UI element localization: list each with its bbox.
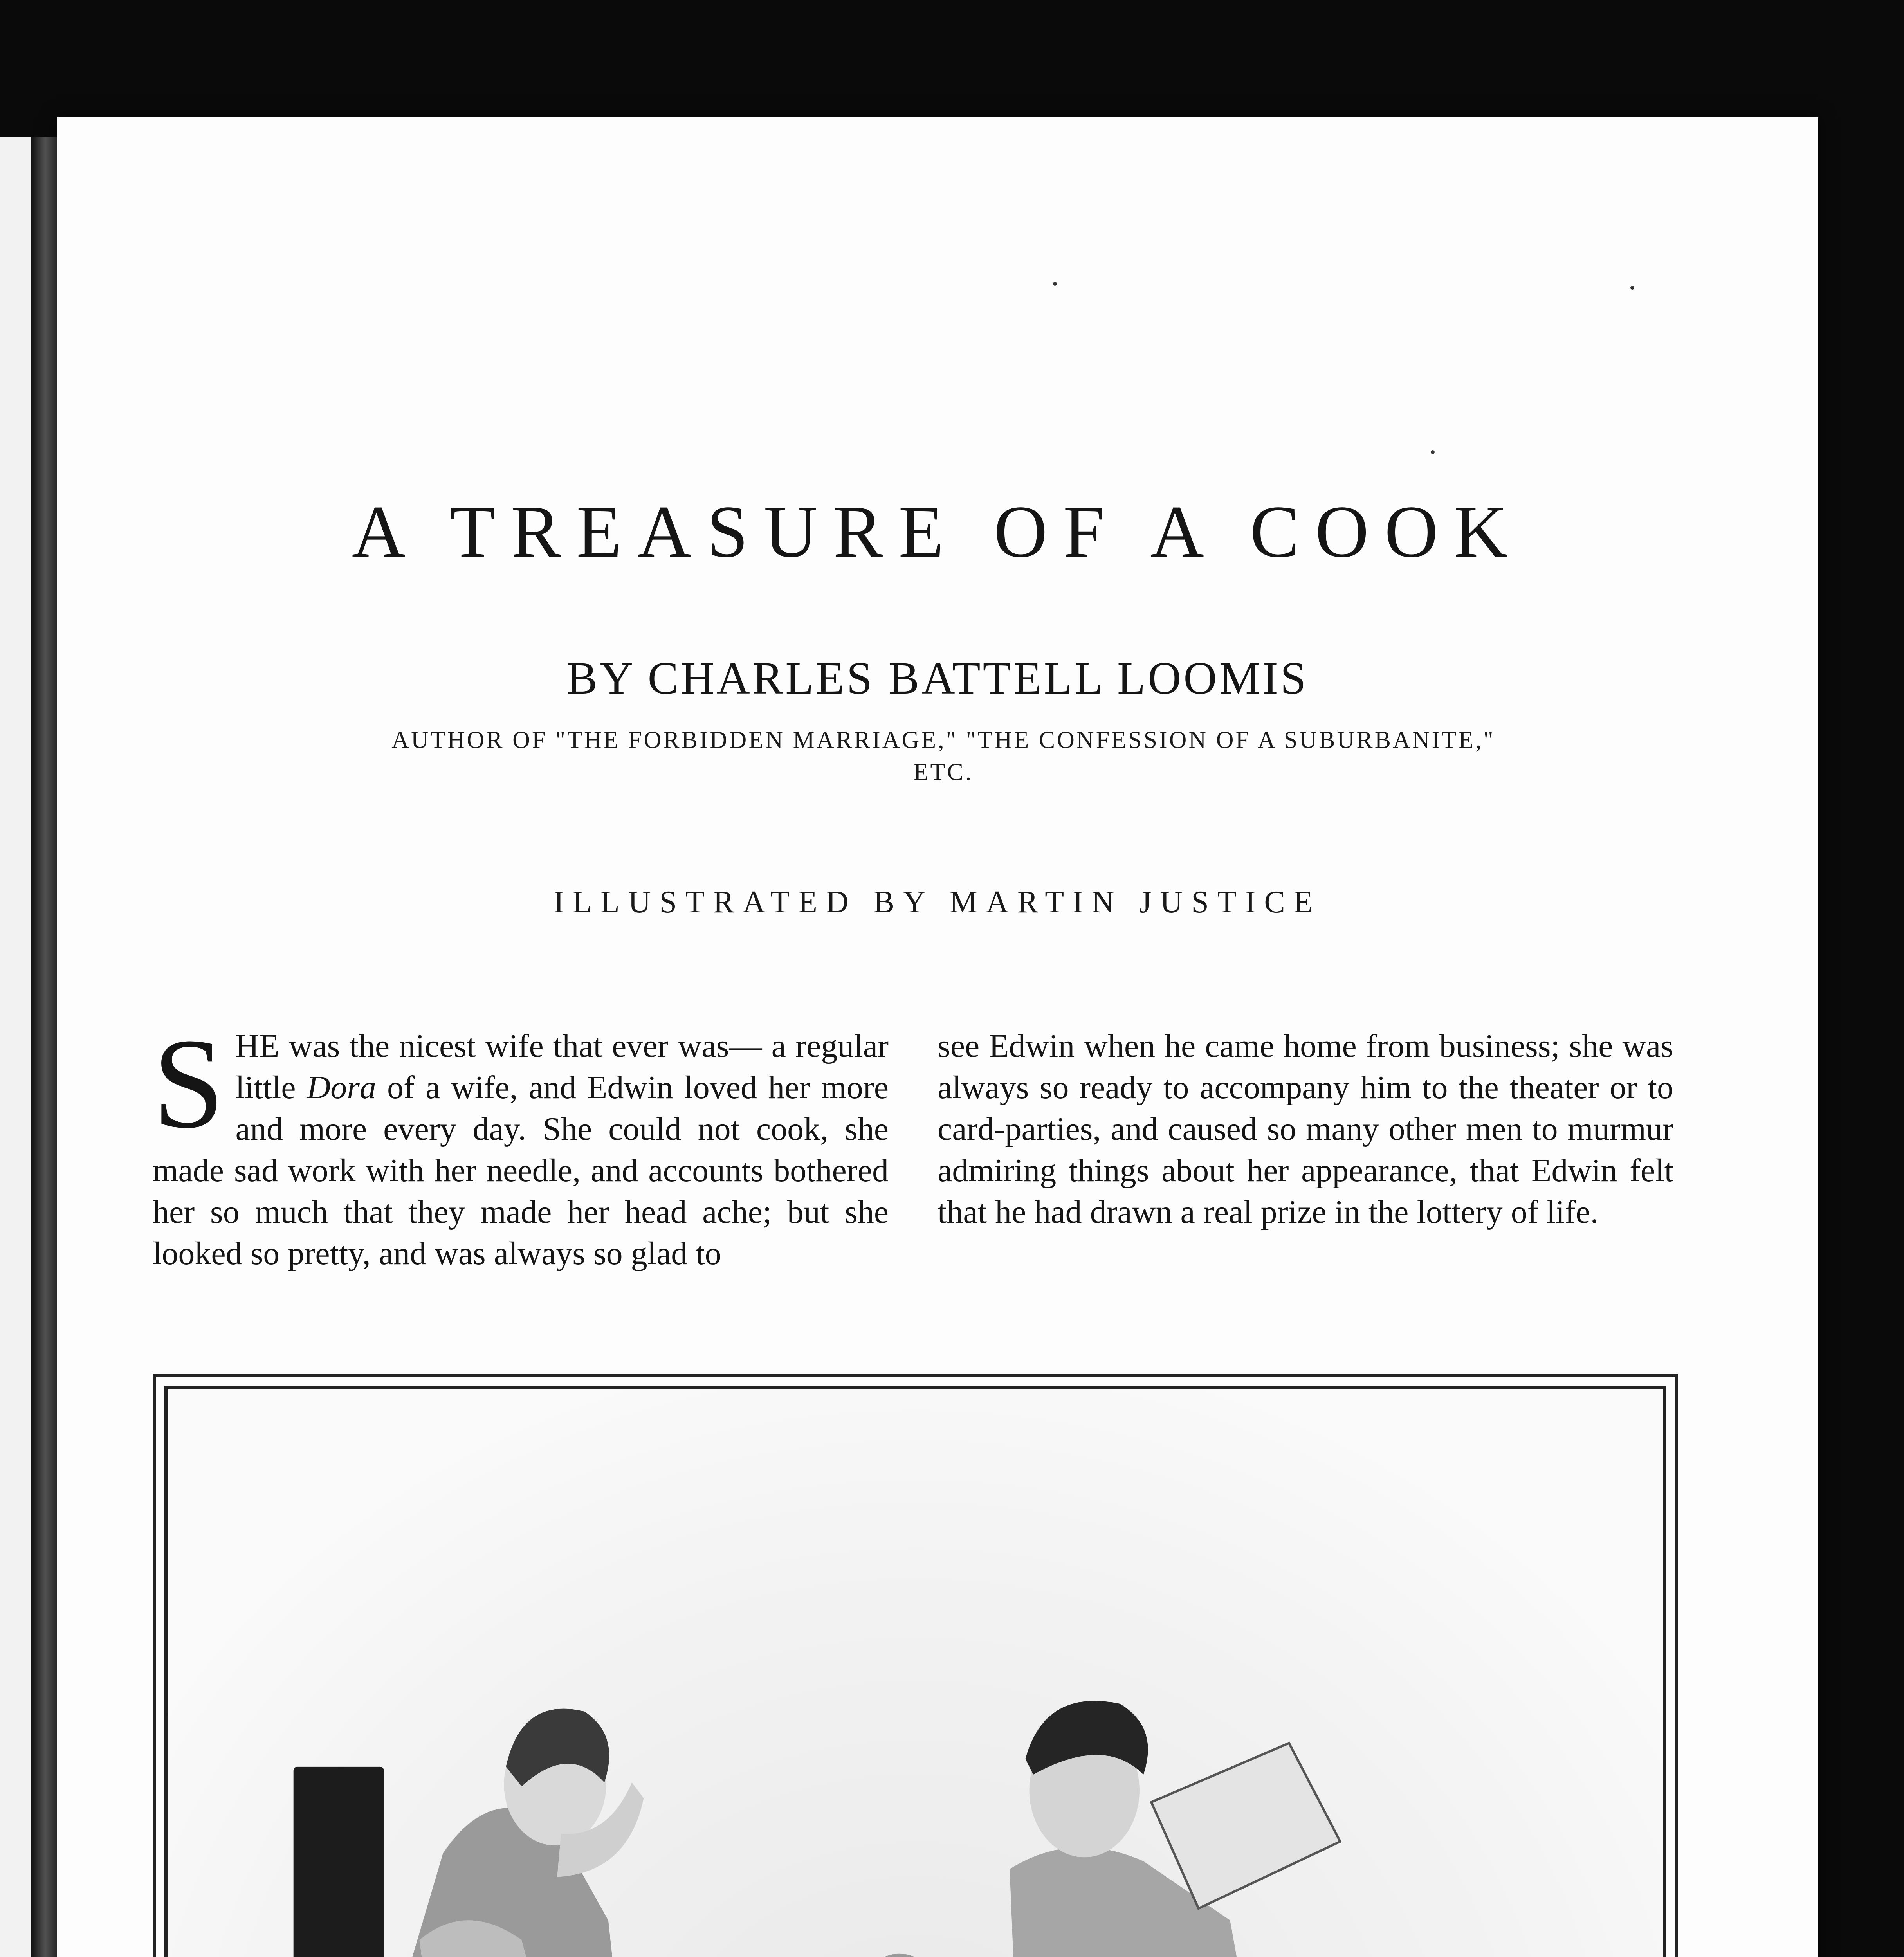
body-text: HE was the nicest wife that ever was— a regular little: [235, 1028, 889, 1106]
illustration-frame: [153, 1374, 1678, 1957]
body-text: of a wife, and Edwin loved her more and more every day. She could not cook, she made sad work with her needle, and accounts bothered her so much that they made her head ache; but she looked so pretty, and was always so glad to: [153, 1069, 889, 1272]
byline: BY CHARLES BATTELL LOOMIS: [566, 652, 1309, 704]
illustrator-credit: ILLUSTRATED BY MARTIN JUSTICE: [554, 885, 1322, 919]
print-speck: [1053, 282, 1057, 286]
author-note: AUTHOR OF "THE FORBIDDEN MARRIAGE," "THE CONFESSION OF A SUBURBANITE," ETC.: [391, 727, 1495, 786]
body-column-right: see Edwin when he came home from business; she was always so ready to accompany him to the theater or to card-parties, and caused so many other men to murmur admiring things about her appearance, that Edwin felt that he had drawn a real prize in the lottery of life.: [938, 1028, 1673, 1230]
article-title: A TREASURE OF A COOK: [352, 491, 1524, 573]
print-speck: [1630, 286, 1634, 290]
magazine-page: [57, 117, 1818, 1957]
drop-cap: S: [153, 1012, 225, 1155]
body-text-italic: Dora: [307, 1069, 376, 1106]
illustration: [164, 1386, 1666, 1957]
breakfast-scene-illustration: [168, 1389, 1663, 1957]
print-speck: [1431, 450, 1435, 454]
body-column-left: [153, 1012, 889, 1274]
